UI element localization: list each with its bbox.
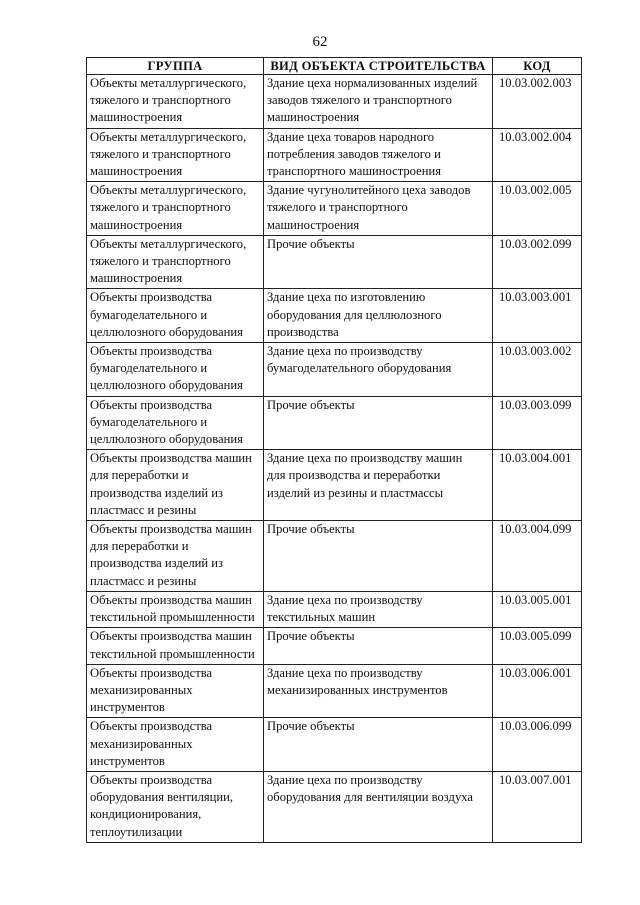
cell-type — [264, 235, 493, 289]
cell-group-line: Объекты производства — [90, 290, 213, 305]
table-row — [87, 235, 582, 289]
table-row — [87, 664, 582, 718]
cell-group-line: производства изделий из — [90, 556, 223, 571]
cell-group-line: теплоутилизации — [90, 824, 183, 839]
cell-code: 10.03.004.001 — [493, 450, 582, 521]
cell-group-line: целлюлозного оборудования — [90, 324, 243, 339]
cell-type-line: Здание цеха по производству — [267, 772, 423, 787]
cell-group-line: для переработки и — [90, 468, 189, 483]
cell-group — [87, 343, 264, 397]
cell-type — [264, 128, 493, 182]
cell-type — [264, 343, 493, 397]
cell-group — [87, 128, 264, 182]
cell-type-line: Здание цеха по производству — [267, 344, 423, 359]
table-row — [87, 128, 582, 182]
table-row — [87, 343, 582, 397]
page-number: 62 — [312, 34, 328, 50]
cell-type — [264, 718, 493, 772]
cell-group-line: оборудования вентиляции, — [90, 790, 234, 805]
cell-group-line: Объекты производства — [90, 344, 213, 359]
cell-type-line: Здание цеха по изготовлению — [267, 290, 426, 305]
cell-type-line: потребления заводов тяжелого и — [267, 146, 441, 161]
header-type: ВИД ОБЪЕКТА СТРОИТЕЛЬСТВА — [264, 58, 493, 75]
cell-code: 10.03.003.002 — [493, 343, 582, 397]
cell-group-line: пластмасс и резины — [90, 573, 197, 588]
cell-type-line: Здание цеха по производству машин — [267, 451, 463, 466]
cell-code: 10.03.002.003 — [493, 75, 582, 129]
cell-type-line: Здание цеха по производству — [267, 592, 423, 607]
classification-table — [86, 57, 582, 843]
cell-group-line: машиностроения — [90, 271, 183, 286]
cell-type-line: Здание цеха товаров народного — [267, 129, 435, 144]
cell-group-line: машиностроения — [90, 164, 183, 179]
cell-type — [264, 664, 493, 718]
cell-type-line: Здание цеха нормализованных изделий — [267, 76, 478, 90]
cell-type-line: оборудования для целлюлозного — [267, 307, 442, 322]
cell-type-line: машиностроения — [267, 110, 360, 125]
cell-group-line: машиностроения — [90, 110, 183, 125]
cell-group-line: пластмасс и резины — [90, 502, 197, 517]
cell-group-line: для переработки и — [90, 539, 189, 554]
cell-group-line: Объекты производства машин — [90, 592, 252, 607]
cell-type-line: машиностроения — [267, 217, 360, 232]
cell-type-line: Прочие объекты — [267, 719, 355, 734]
cell-group — [87, 75, 264, 129]
cell-type — [264, 450, 493, 521]
cell-code: 10.03.002.099 — [493, 235, 582, 289]
cell-code: 10.03.005.099 — [493, 628, 582, 664]
cell-group-line: тяжелого и транспортного — [90, 200, 231, 215]
cell-type — [264, 75, 493, 129]
table-body — [87, 75, 582, 843]
cell-group-line: текстильной промышленности — [90, 646, 255, 661]
cell-type — [264, 591, 493, 627]
cell-type-line: бумагоделательного оборудования — [267, 361, 452, 376]
cell-group — [87, 289, 264, 343]
cell-type-line: Здание цеха по производству — [267, 665, 423, 680]
cell-group — [87, 450, 264, 521]
cell-group-line: Объекты производства — [90, 772, 213, 787]
cell-type — [264, 396, 493, 450]
cell-type-line: тяжелого и транспортного — [267, 200, 408, 215]
table-row — [87, 75, 582, 129]
cell-code: 10.03.003.099 — [493, 396, 582, 450]
cell-type — [264, 771, 493, 842]
cell-code: 10.03.002.004 — [493, 128, 582, 182]
cell-group — [87, 628, 264, 664]
cell-type-line: производства — [267, 324, 339, 339]
cell-group-line: кондиционирования, — [90, 807, 202, 822]
cell-type — [264, 182, 493, 236]
cell-group-line: Объекты производства — [90, 719, 213, 734]
cell-type-line: Здание чугунолитейного цеха заводов — [267, 183, 471, 198]
cell-type — [264, 521, 493, 592]
cell-group-line: тяжелого и транспортного — [90, 146, 231, 161]
table-row — [87, 450, 582, 521]
cell-type-line: оборудования для вентиляции воздуха — [267, 790, 473, 805]
cell-group — [87, 235, 264, 289]
header-code: КОД — [493, 58, 582, 75]
cell-group — [87, 396, 264, 450]
cell-type-line: транспортного машиностроения — [267, 164, 441, 179]
cell-group-line: Объекты производства машин — [90, 451, 252, 466]
cell-type-line: Прочие объекты — [267, 629, 355, 644]
cell-code: 10.03.002.005 — [493, 182, 582, 236]
cell-group-line: Объекты металлургического, — [90, 183, 247, 198]
cell-group-line: Объекты производства машин — [90, 522, 252, 537]
cell-group-line: бумагоделательного и — [90, 361, 208, 376]
cell-group — [87, 182, 264, 236]
cell-code: 10.03.006.099 — [493, 718, 582, 772]
cell-type-line: Прочие объекты — [267, 522, 355, 537]
cell-code: 10.03.003.001 — [493, 289, 582, 343]
cell-type — [264, 289, 493, 343]
cell-group — [87, 521, 264, 592]
cell-type-line: текстильных машин — [267, 610, 376, 625]
cell-group — [87, 591, 264, 627]
cell-group-line: производства изделий из — [90, 485, 223, 500]
cell-group-line: Объекты производства — [90, 397, 213, 412]
cell-type-line: механизированных инструментов — [267, 682, 448, 697]
cell-group-line: Объекты производства — [90, 665, 213, 680]
cell-type-line: Прочие объекты — [267, 397, 355, 412]
cell-type — [264, 628, 493, 664]
cell-code: 10.03.005.001 — [493, 591, 582, 627]
table-row — [87, 771, 582, 842]
table-row — [87, 396, 582, 450]
cell-group — [87, 664, 264, 718]
table-row — [87, 289, 582, 343]
cell-type-line: Прочие объекты — [267, 236, 355, 251]
table-row — [87, 182, 582, 236]
cell-group-line: Объекты производства машин — [90, 629, 252, 644]
cell-code: 10.03.007.001 — [493, 771, 582, 842]
cell-code: 10.03.006.001 — [493, 664, 582, 718]
cell-type-line: для производства и переработки — [267, 468, 441, 483]
table-row — [87, 718, 582, 772]
cell-group-line: тяжелого и транспортного — [90, 93, 231, 108]
table-row — [87, 628, 582, 664]
cell-group — [87, 718, 264, 772]
cell-group-line: машиностроения — [90, 217, 183, 232]
table-row — [87, 591, 582, 627]
cell-group-line: механизированных — [90, 682, 193, 697]
cell-type-line: заводов тяжелого и транспортного — [267, 93, 452, 108]
cell-group — [87, 771, 264, 842]
table-header-row — [87, 58, 582, 75]
cell-type-line: изделий из резины и пластмассы — [267, 485, 444, 500]
cell-group-line: бумагоделательного и — [90, 307, 208, 322]
cell-group-line: тяжелого и транспортного — [90, 254, 231, 269]
table-row — [87, 521, 582, 592]
cell-group-line: Объекты металлургического, — [90, 236, 247, 251]
cell-group-line: целлюлозного оборудования — [90, 432, 243, 447]
cell-group-line: Объекты металлургического, — [90, 76, 247, 90]
cell-code: 10.03.004.099 — [493, 521, 582, 592]
cell-group-line: бумагоделательного и — [90, 414, 208, 429]
cell-group-line: текстильной промышленности — [90, 610, 255, 625]
cell-group-line: целлюлозного оборудования — [90, 378, 243, 393]
cell-group-line: механизированных — [90, 736, 193, 751]
cell-group-line: инструментов — [90, 753, 165, 768]
header-group: ГРУППА — [87, 58, 264, 75]
cell-group-line: инструментов — [90, 700, 165, 715]
cell-group-line: Объекты металлургического, — [90, 129, 247, 144]
